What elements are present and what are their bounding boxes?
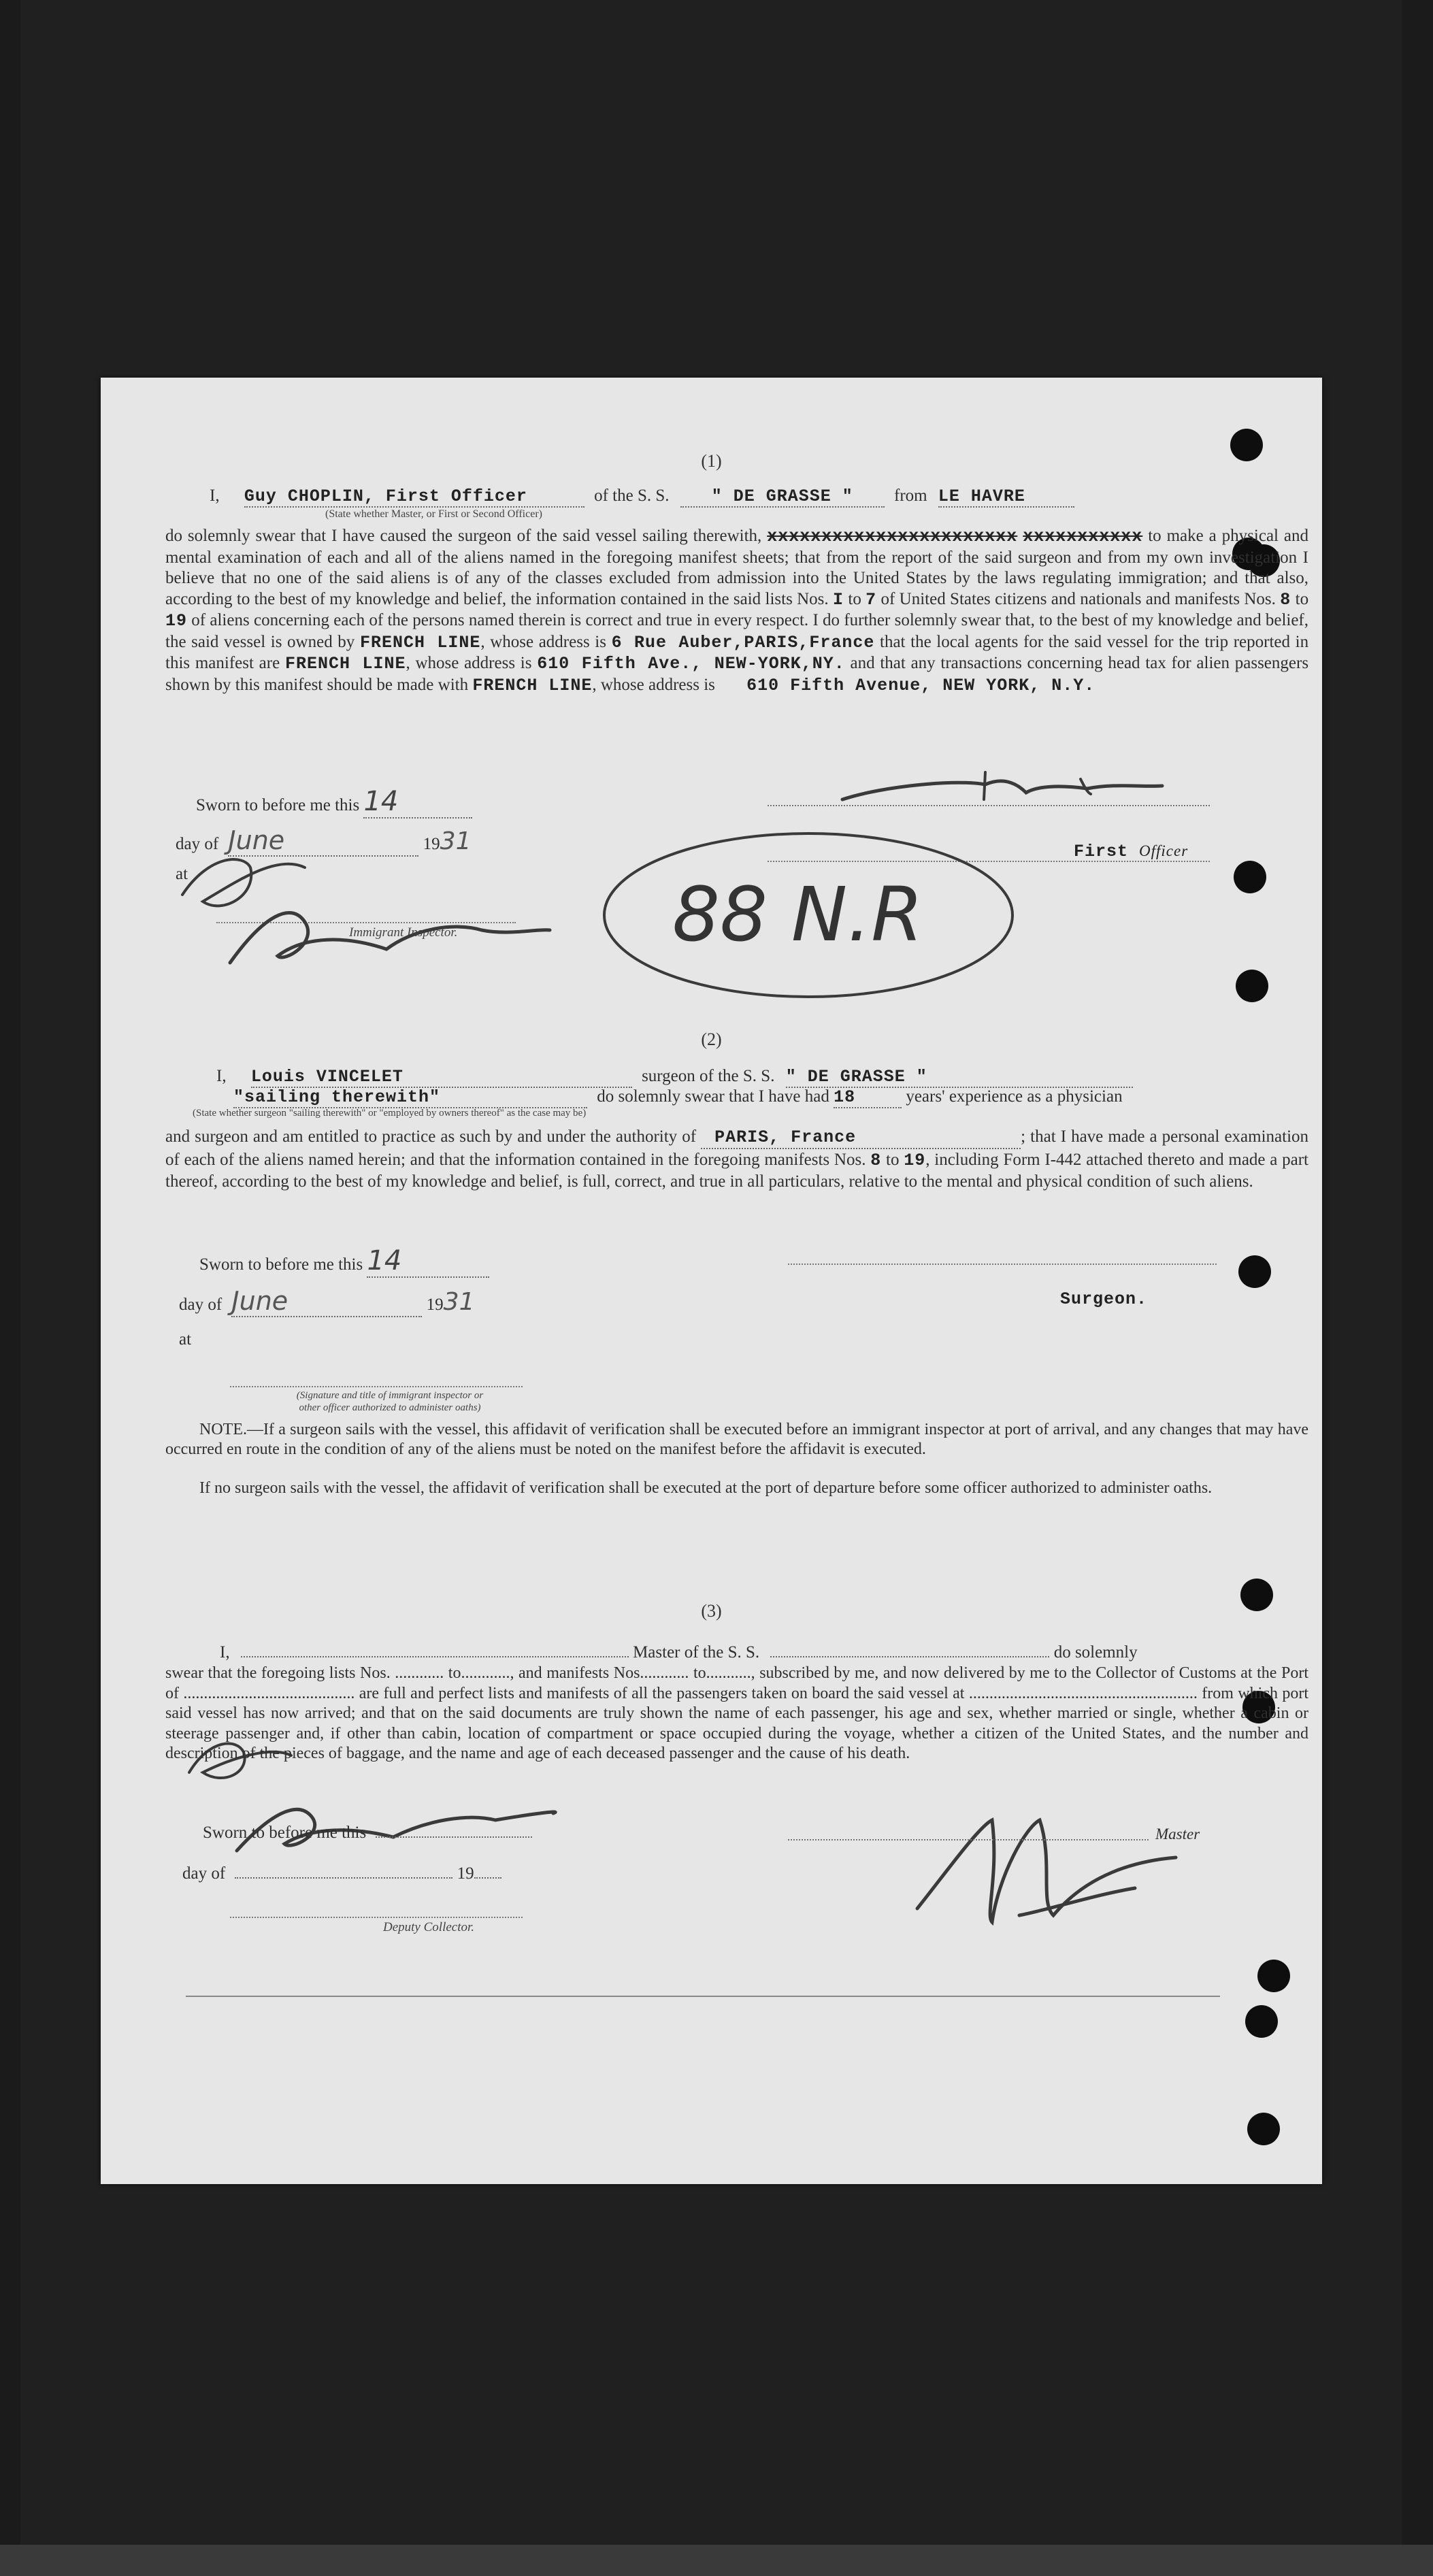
surgeon-year: 31 [443,1288,475,1316]
oath-paragraph-1: do solemnly swear that I have caused the surgeon of the said vessel sailing therewith, xxxxxxxxxxxxxxxxxxxxxxx xxxxxxxxxxx to make a physical and mental examination of each and all of the aliens named in the foregoing manifest sheets; that from the report of the said surgeon and from my own investigation I believe that no one of the said aliens is of any of the classes excluded from admission into the United States by the laws regulating immigration; and that also, according to the best of my knowledge and belief, the information contained in the said lists Nos. I to 7 of United States citizens and nationals and manifests Nos. 8 to 19 of aliens concerning each of the persons named therein is correct and true in every respect. I do further solemnly swear that, to the best of my knowledge and belief, the said vessel is owned by FRENCH LINE, whose address is 6 Rue Auber,PARIS,France that the local agents for the said vessel for the trip reported in this manifest are FRENCH LINE, whose address is 610 Fifth Ave., NEW-YORK,NY. and that any transactions concerning head tax for alien passengers shown by this manifest should be made with FRENCH LINE, whose address is 610 Fifth Avenue, NEW YORK, N.Y. [165,527,1309,695]
master-title: Master [1155,1826,1200,1843]
affidavit-page [101,378,1322,2184]
master-sworn-line: Sworn to before me this [203,1823,532,1843]
owner-address-field: 6 Rue Auber,PARIS,France [611,632,875,653]
master-signature-line [788,1839,1149,1840]
port-from-field: LE HAVRE [938,486,1074,508]
officer-hint: (State whether Master, or First or Second Officer) [325,508,542,520]
section-number: (1) [701,451,722,471]
surgeon-sworn-day: 14 [367,1245,489,1278]
sailing-hint: (State whether surgeon "sailing therewith" or "employed by owners thereof" as the case may be) [193,1108,587,1119]
surgeon-date-line: day of June 1931 [179,1286,475,1316]
surgeon-manifests-from: 8 [870,1151,882,1170]
surgeon-month: June [231,1286,422,1317]
headtax-field: FRENCH LINE [472,675,593,695]
authority-field: PARIS, France [701,1127,1021,1149]
manifests-to: 19 [165,611,188,631]
collector-line [230,1917,523,1918]
surgeon-paragraph: and surgeon and am entitled to practice as such by and under the authority of PARIS, France ; that I have made a personal examination of each of the aliens named herein; and that the information contained in the foregoing manifests Nos. 8 to 19, including Form I-442 attached thereto and made a part thereof, according to the best of my knowledge and belief, is full, correct, and true in all particulars, relative to the mental and physical condition of such aliens. [165,1127,1309,1191]
surgeon-ship-field: " DE GRASSE " [786,1067,1133,1088]
section-number: (2) [701,1029,722,1049]
note-paragraph-2: If no surgeon sails with the vessel, the affidavit of verification shall be executed at the port of departure before some officer authorized to administer oaths. [199,1479,1213,1497]
film-edge [0,2545,1433,2576]
surgeon-at-line: at [179,1330,192,1349]
surgeon-signature-line [788,1264,1217,1265]
master-line: I, Master of the S. S. do solemnly [220,1643,1138,1662]
year-handwritten: 31 [440,827,472,855]
officer-rank: First Officer [1074,842,1189,861]
handwriting-ink [101,378,1322,2184]
sworn-day-handwritten: 14 [363,786,472,819]
struck-text: xxxxxxxxxxx [1023,527,1143,546]
surgeon-sworn-line: Sworn to before me this 14 [199,1245,489,1278]
sailing-line: "sailing therewith" do solemnly swear that I have had 18 years' experience as a physician [233,1087,1123,1107]
headtax-address-field: 610 Fifth Avenue, NEW YORK, N.Y. [746,675,1096,695]
sworn-line: Sworn to before me this 14 [196,786,472,819]
surgeon-name-field: Louis VINCELET [251,1067,632,1088]
officer-name-field: Guy CHOPLIN, First Officer [244,486,584,508]
officer-line: I, Guy CHOPLIN, First Officer of the S. S. " DE GRASSE " from LE HAVRE [210,486,1074,508]
surgeon-title: Surgeon. [1060,1289,1148,1309]
master-paragraph: swear that the foregoing lists Nos. ............ to............, and manifests Nos............ to..........., subscribed by me, and now delivered by me to the Collector of Customs at the Port of .......................................... are full and perfect lists and manifests of all the passengers taken on board the said vessel at ........................................................ from which port said vessel has now arrived; and that on the said documents are truly shown the name of each passenger, his age and sex, whether married or single, whether a cabin or steerage passenger and, if other than cabin, location of compartment or space occupied during the voyage, whether a citizen of the United States, and the number and description of the pieces of baggage, and the name and age of each deceased passenger and the cause of his death. [165,1664,1308,1762]
bottom-rule [186,1996,1220,1997]
owner-field: FRENCH LINE [359,632,481,653]
master-date-line: day of 19 [182,1864,501,1883]
manifests-from: 8 [1280,589,1291,610]
signature-hint: (Signature and title of immigrant inspector or other officer authorized to administer oaths) [296,1390,484,1413]
at-line: at [176,865,188,883]
section-number: (3) [701,1601,722,1621]
date-line: day of June 1931 [176,825,472,855]
sailing-field: "sailing therewith" [233,1087,587,1108]
agents-field: FRENCH LINE [284,654,406,674]
lists-from: I [833,589,844,610]
ship-name-field: " DE GRASSE " [680,486,885,508]
collector-label: Deputy Collector. [383,1920,475,1934]
oath-officer-line [230,1386,523,1387]
inspector-label: Immigrant Inspector. [349,925,458,940]
month-handwritten: June [228,825,418,857]
agents-address-field: 610 Fifth Ave., NEW-YORK,NY. [537,654,845,674]
surgeon-line: I, Louis VINCELET surgeon of the S. S. " DE GRASSE " [216,1067,1133,1088]
lists-to: 7 [866,589,877,610]
struck-text: xxxxxxxxxxxxxxxxxxxxxxx [767,527,1018,546]
stamp-handwriting: 88 N.R [672,871,923,958]
years-field: 18 [834,1087,902,1108]
note-paragraph: NOTE.—If a surgeon sails with the vessel, this affidavit of verification shall be executed before an immigrant inspector at port of arrival, and any changes that may have occurred en route in the condition of any of the aliens must be noted on the manifest before the affidavit is executed. [165,1421,1308,1458]
surgeon-manifests-to: 19 [904,1151,926,1170]
